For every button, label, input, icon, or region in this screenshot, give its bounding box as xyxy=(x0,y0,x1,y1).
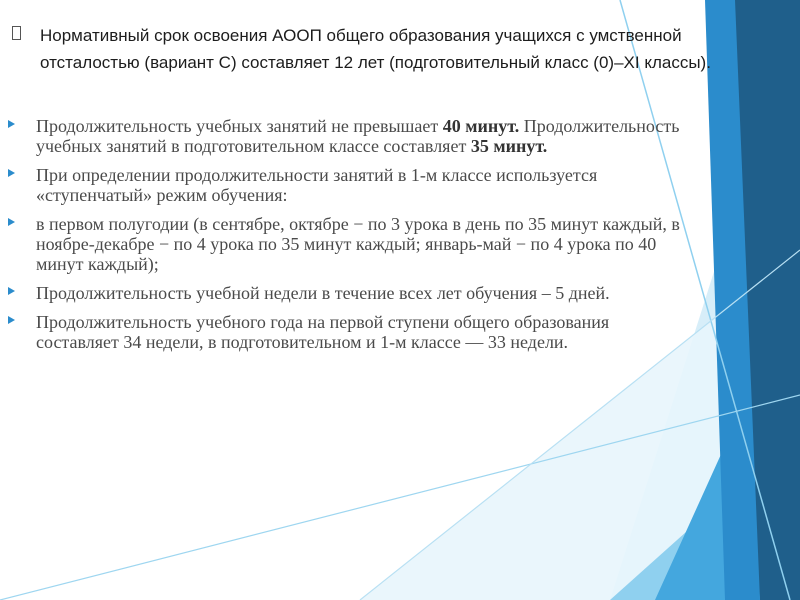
bullet-text: в первом полугодии (в сентябре, октябре − по 3 урока в день по 35 минут каждый, в ноябре-декабре − по 4 урока по 35 минут каждый; январь-май − по 4 урока по 40 минут каждый); xyxy=(36,214,680,274)
bullet-item-duration xyxy=(6,116,686,156)
bullet-text-part: Продолжительность учебных занятий в подготовительном классе составляет xyxy=(36,116,680,156)
bullet-arrow-icon xyxy=(8,169,15,177)
bullet-arrow-icon xyxy=(8,316,15,324)
bullet-item-year-length xyxy=(6,312,686,352)
bullet-list xyxy=(6,116,686,361)
bullet-text: Продолжительность учебного года на первой ступени общего образования составляет 34 недели, в подготовительном и 1-м классе — 33 недели. xyxy=(36,312,610,352)
bullet-text: При определении продолжительности занятий в 1-м классе используется «ступенчатый» режим обучения: xyxy=(36,165,598,205)
bullet-arrow-icon xyxy=(8,120,15,128)
bullet-item-week-length xyxy=(6,283,686,303)
missing-glyph-bullet-icon xyxy=(12,26,21,40)
bullet-item-first-half-year xyxy=(6,214,686,274)
bullet-arrow-icon xyxy=(8,218,15,226)
bullet-bold-value: 40 минут. xyxy=(442,116,520,136)
bullet-text-part: Продолжительность учебных занятий не превышает xyxy=(36,116,443,136)
intro-text: Нормативный срок освоения АООП общего образования учащихся с умственной отсталостью (вариант С) составляет 12 лет (подготовительный класс (0)–XI классы). xyxy=(40,26,711,72)
bullet-text: Продолжительность учебной недели в течение всех лет обучения – 5 дней. xyxy=(36,283,610,303)
bullet-bold-value: 35 минут. xyxy=(470,136,548,156)
intro-paragraph xyxy=(12,22,712,76)
bullet-item-first-grade-mode xyxy=(6,165,686,205)
bullet-arrow-icon xyxy=(8,287,15,295)
